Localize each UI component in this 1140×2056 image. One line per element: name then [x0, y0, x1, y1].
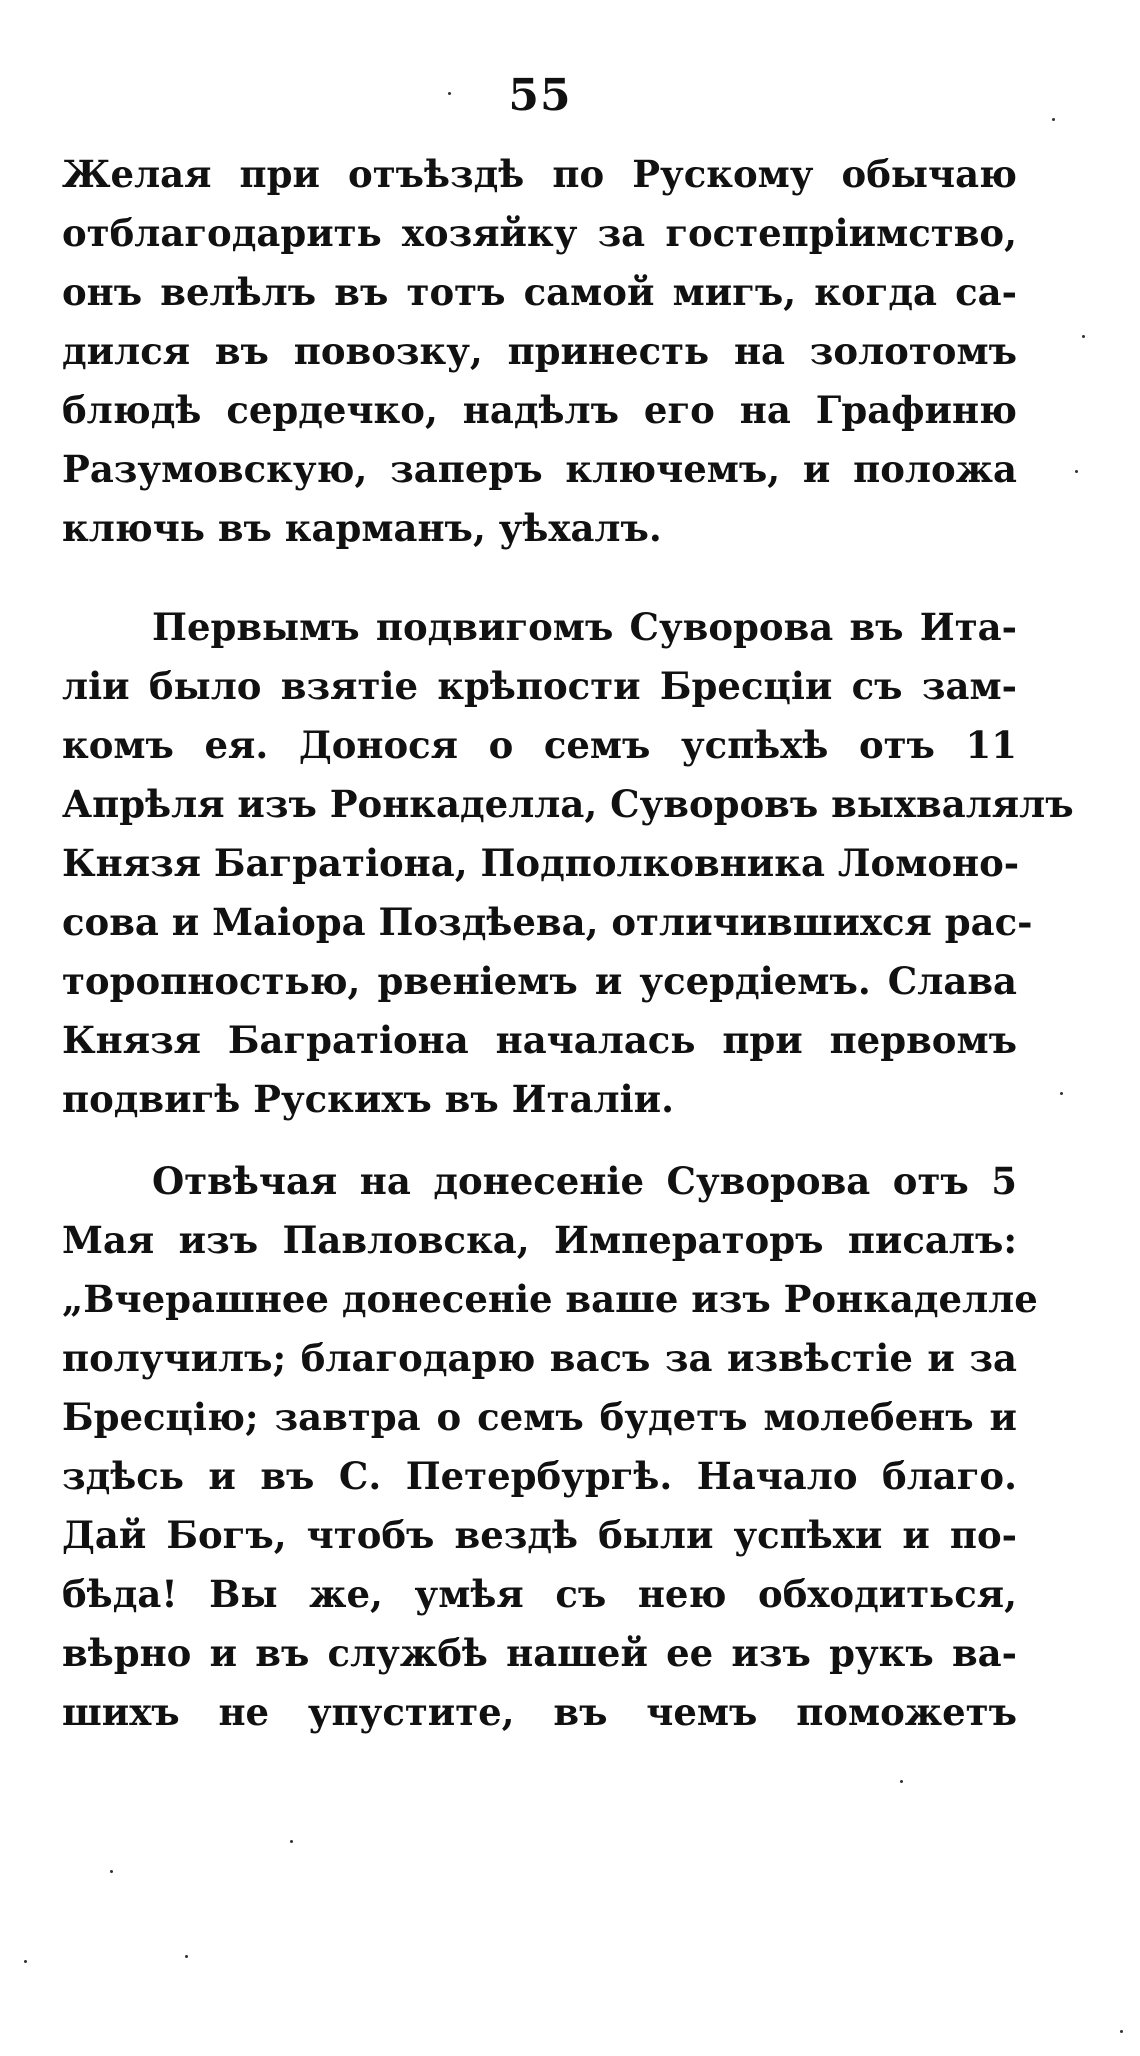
scan-speck	[1060, 1092, 1063, 1095]
paragraph-1	[62, 145, 1017, 558]
scan-speck	[1052, 118, 1055, 121]
page-number: 55	[508, 70, 572, 121]
text-line: сова и Маіора Поздѣева, отличившихся рас-	[62, 900, 1033, 944]
scan-speck	[448, 92, 451, 95]
text-line: подвигѣ Рускихъ въ Италіи.	[62, 1077, 674, 1121]
text-line: ліи было взятіе крѣпости Бресціи съ зам-	[62, 664, 1017, 708]
text-line: Дай Богъ, чтобъ вездѣ были успѣхи и по-	[62, 1513, 1017, 1557]
text-line: комъ ея. Донося о семъ успѣхѣ отъ 11	[62, 723, 1017, 767]
text-line: Желая при отъѣздѣ по Рускому обычаю	[62, 152, 1017, 196]
text-line: Первымъ подвигомъ Суворова въ Ита-	[152, 605, 1017, 649]
text-line: блюдѣ сердечко, надѣлъ его на Графиню	[62, 388, 1017, 432]
paragraph-2	[62, 598, 1074, 1129]
scan-speck	[1082, 335, 1085, 338]
text-line: ключь въ карманъ, уѣхалъ.	[62, 506, 662, 550]
scan-speck	[24, 1960, 27, 1963]
text-line: дился въ повозку, принесть на золотомъ	[62, 329, 1017, 373]
text-line: бѣда! Вы же, умѣя съ нею обходиться,	[62, 1572, 1017, 1616]
text-line: здѣсь и въ С. Петербургѣ. Начало благо.	[62, 1454, 1017, 1498]
text-line: получилъ; благодарю васъ за извѣстіе и за	[62, 1336, 1017, 1380]
text-line: Отвѣчая на донесеніе Суворова отъ 5	[152, 1159, 1017, 1203]
text-line: Бресцію; завтра о семъ будетъ молебенъ и	[62, 1395, 1017, 1439]
text-line: торопностью, рвеніемъ и усердіемъ. Слава	[62, 959, 1017, 1003]
scan-speck	[1075, 470, 1078, 473]
scan-speck	[185, 1955, 188, 1958]
scan-speck	[1120, 2030, 1123, 2033]
scan-speck	[900, 1780, 903, 1783]
text-line: Князя Багратіона, Подполковника Ломоно-	[62, 841, 1020, 885]
scan-speck	[290, 1840, 293, 1843]
paragraph-3	[62, 1152, 1038, 1742]
text-line: Князя Багратіона началась при первомъ	[62, 1018, 1017, 1062]
text-line: „Вчерашнее донесеніе ваше изъ Ронкаделле	[62, 1277, 1038, 1321]
text-line: Разумовскую, заперъ ключемъ, и положа	[62, 447, 1017, 491]
scan-speck	[110, 1870, 113, 1873]
text-line: онъ велѣлъ въ тотъ самой мигъ, когда са-	[62, 270, 1017, 314]
text-line: шихъ не упустите, въ чемъ поможетъ	[62, 1690, 1017, 1734]
text-line: Апрѣля изъ Ронкаделла, Суворовъ выхвалялъ	[62, 782, 1074, 826]
text-line: Мая изъ Павловска, Императоръ писалъ:	[62, 1218, 1017, 1262]
text-line: вѣрно и въ службѣ нашей ее изъ рукъ ва-	[62, 1631, 1017, 1675]
text-line: отблагодарить хозяйку за гостепріимство,	[62, 211, 1017, 255]
